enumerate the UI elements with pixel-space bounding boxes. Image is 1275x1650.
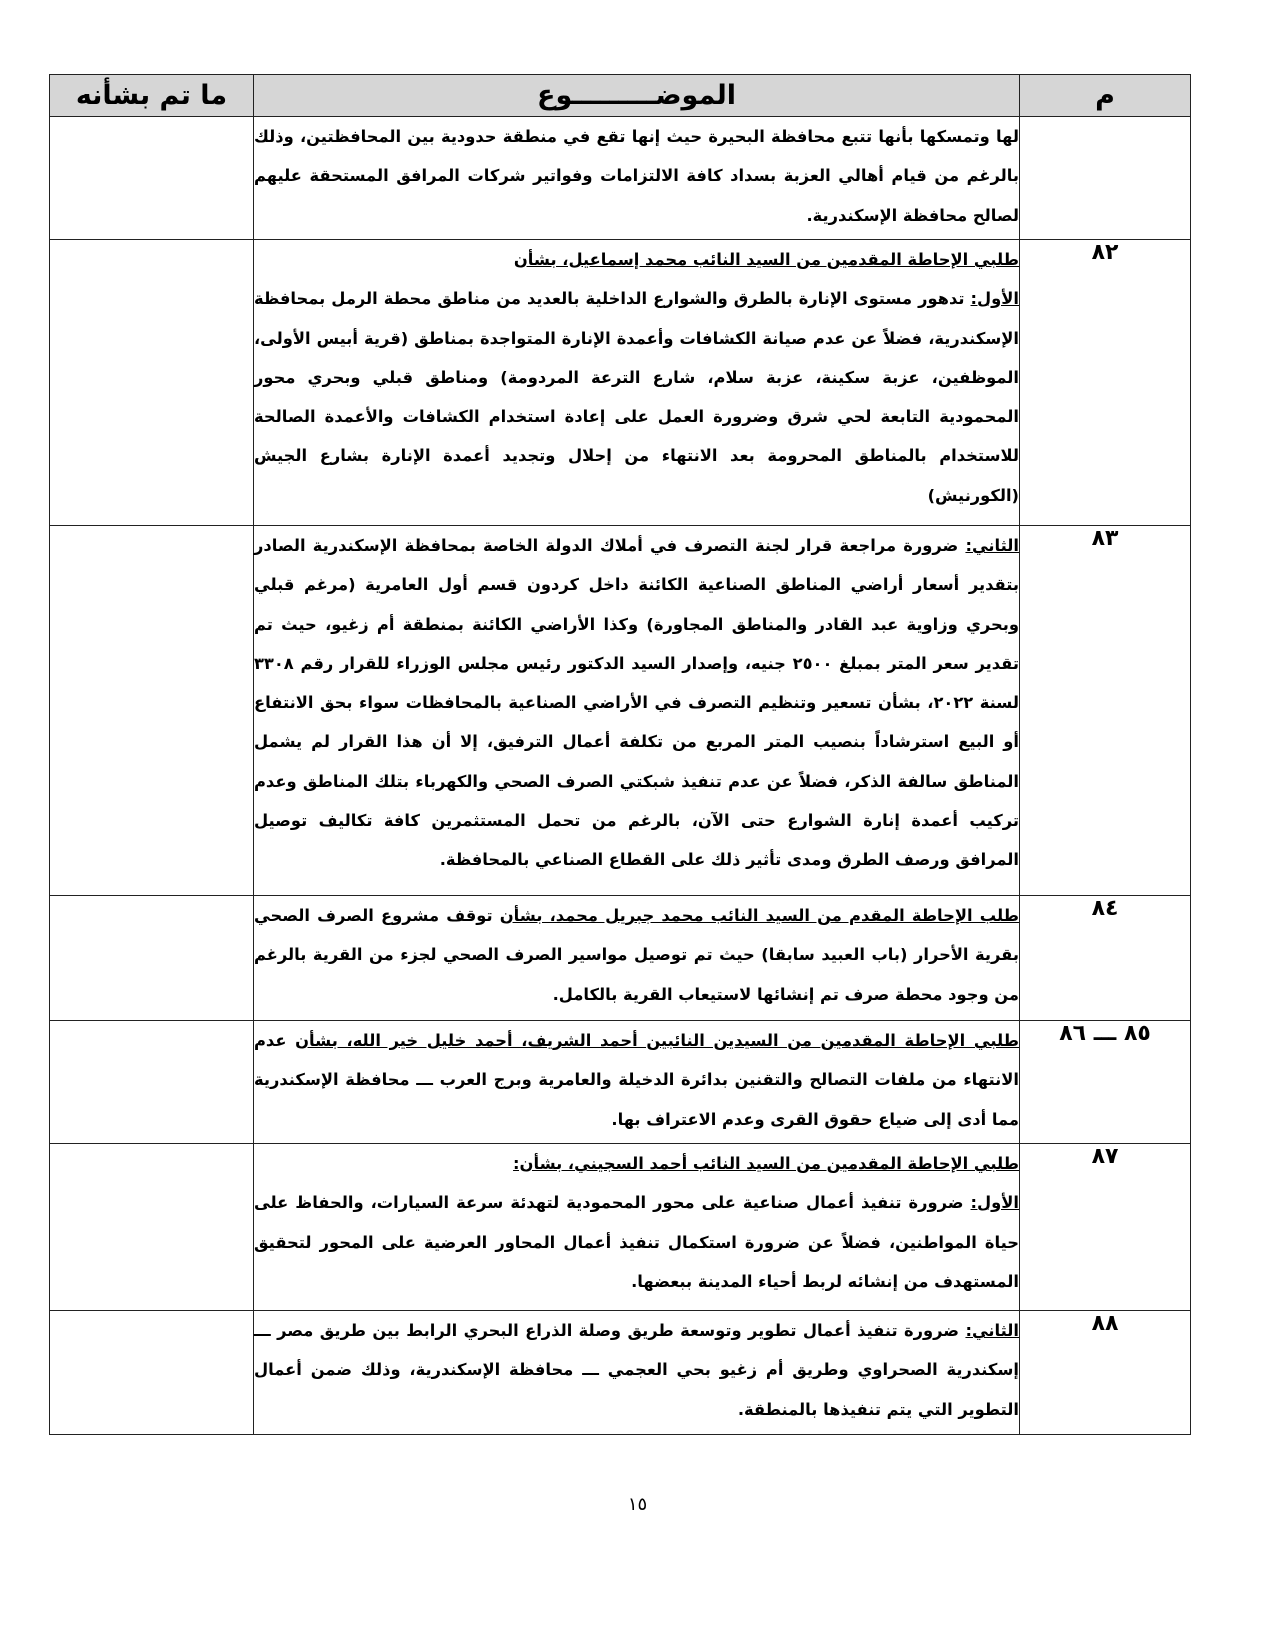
- row-subject: [254, 526, 1020, 896]
- agenda-table: [49, 74, 1191, 1435]
- row-action-cell: [50, 1311, 254, 1435]
- subject-paragraph: [254, 526, 1019, 880]
- row-subject: [254, 240, 1020, 526]
- paragraph-text: تدهور مستوى الإنارة بالطرق والشوارع الداخلية بالعديد من مناطق محطة الرمل بمحافظة الإسكندرية، فضلاً عن عدم صيانة الكشافات وأعمدة الإنارة المتواجدة بمناطق (قرية أبيس الأولى، الموظفين، عزبة سكينة، عزبة سلام، شارع الترعة المردومة) ومناطق قبلي وبحري محور المحمودية التابعة لحي شرق وضرورة العمل على إعادة استخدام الكشافات والأعمدة الصالحة للاستخدام بالمناطق المحرومة بعد الانتهاء من إحلال وتجديد أعمدة الإنارة بشارع الجيش (الكورنيش): [254, 289, 1019, 505]
- subject-paragraph: [254, 117, 1019, 235]
- row-action-cell: [50, 240, 254, 526]
- table-row: [50, 117, 1191, 240]
- row-action-cell: [50, 1021, 254, 1144]
- paragraph-text: ضرورة تنفيذ أعمال تطوير وتوسعة طريق وصلة الذراع البحري الرابط بين طريق مصر ـــ إسكندرية الصحراوي وطريق أم زغيو بحي العجمي ـــ محافظة الإسكندرية، وذلك ضمن أعمال التطوير التي يتم تنفيذها بالمنطقة.: [254, 1321, 1019, 1419]
- row-subject: [254, 1311, 1020, 1435]
- subject-paragraph: [254, 896, 1019, 1014]
- subject-paragraph: [254, 1311, 1019, 1429]
- subject-paragraph: [254, 240, 1019, 279]
- subject-paragraph: [254, 279, 1019, 515]
- header-subject: الموضـــــــــوع: [254, 75, 1020, 117]
- subject-paragraph: [254, 1021, 1019, 1139]
- paragraph-lead: طلبي الإحاطة المقدمين من السيد النائب محمد إسماعيل، بشأن: [513, 250, 1019, 269]
- table-row: [50, 1021, 1191, 1144]
- row-action-cell: [50, 117, 254, 240]
- paragraph-text: توقف مشروع الصرف الصحي بقرية الأحرار (باب العبيد سابقا) حيث تم توصيل مواسير الصرف الصحي لجزء من القرية بالرغم من وجود محطة صرف تم إنشائها لاستيعاب القرية بالكامل.: [254, 906, 1019, 1004]
- row-number: ٨٢: [1020, 240, 1191, 526]
- row-number: ٨٤: [1020, 896, 1191, 1021]
- row-action-cell: [50, 1144, 254, 1311]
- row-number: [1020, 117, 1191, 240]
- table-row: [50, 240, 1191, 526]
- paragraph-lead: طلب الإحاطة المقدم من السيد النائب محمد جبريل محمد، بشأن: [499, 906, 1019, 925]
- row-number: ٨٥ ـــ ٨٦: [1020, 1021, 1191, 1144]
- table-header-row: [50, 75, 1191, 117]
- row-number: ٨٧: [1020, 1144, 1191, 1311]
- row-action-cell: [50, 896, 254, 1021]
- paragraph-lead: الأول:: [970, 289, 1019, 309]
- paragraph-lead: الأول:: [970, 1193, 1019, 1213]
- paragraph-lead: الثاني:: [965, 536, 1019, 555]
- paragraph-text: ضرورة تنفيذ أعمال صناعية على محور المحمودية لتهدئة سرعة السيارات، والحفاظ على حياة المواطنين، فضلاً عن ضرورة استكمال تنفيذ أعمال المحاور العرضية على المحور لتحقيق المستهدف من إنشائه لربط أحياء المدينة ببعضها.: [254, 1193, 1019, 1291]
- paragraph-lead: طلبي الإحاطة المقدمين من السيد النائب أحمد السجيني، بشأن:: [513, 1154, 1019, 1173]
- subject-paragraph: [254, 1144, 1019, 1183]
- row-number: ٨٨: [1020, 1311, 1191, 1435]
- table-row: [50, 1144, 1191, 1311]
- header-number: م: [1020, 75, 1191, 117]
- row-subject: [254, 1021, 1020, 1144]
- paragraph-text: لها وتمسكها بأنها تتبع محافظة البحيرة حيث إنها تقع في منطقة حدودية بين المحافظتين، وذلك بالرغم من قيام أهالي العزبة بسداد كافة الالتزامات وفواتير شركات المرافق المستحقة عليهم لصالح محافظة الإسكندرية.: [254, 127, 1019, 225]
- row-subject: [254, 117, 1020, 240]
- paragraph-lead: طلبي الإحاطة المقدمين من السيدين النائبين أحمد الشريف، أحمد خليل خير الله، بشأن: [295, 1031, 1019, 1050]
- row-subject: [254, 896, 1020, 1021]
- paragraph-lead: الثاني:: [965, 1321, 1019, 1340]
- table-row: [50, 896, 1191, 1021]
- row-number: ٨٣: [1020, 526, 1191, 896]
- row-action-cell: [50, 526, 254, 896]
- table-row: [50, 1311, 1191, 1435]
- paragraph-text: عدم الانتهاء من ملفات التصالح والتقنين بدائرة الدخيلة والعامرية وبرج العرب ـــ محافظة الإسكندرية مما أدى إلى ضياع حقوق القرى وعدم الاعتراف بها.: [254, 1031, 1019, 1129]
- row-subject: [254, 1144, 1020, 1311]
- page-number: ١٥: [627, 1494, 648, 1515]
- header-action-taken: ما تم بشأنه: [50, 75, 254, 117]
- table-row: [50, 526, 1191, 896]
- subject-paragraph: [254, 1183, 1019, 1301]
- paragraph-text: ضرورة مراجعة قرار لجنة التصرف في أملاك الدولة الخاصة بمحافظة الإسكندرية الصادر بتقدير أسعار أراضي المناطق الصناعية الكائنة داخل كردون قسم أول العامرية (مرغم قبلي وبحري وزاوية عبد القادر والمناطق المجاورة) وكذا الأراضي الكائنة بمنطقة أم زغيو، حيث تم تقدير سعر المتر بمبلغ ٢٥٠٠ جنيه، وإصدار السيد الدكتور رئيس مجلس الوزراء للقرار رقم ٣٣٠٨ لسنة ٢٠٢٢، بشأن تسعير وتنظيم التصرف في الأراضي الصناعية بالمحافظات سواء بحق الانتفاع أو البيع استرشاداً بنصيب المتر المربع من تكلفة أعمال الترفيق، إلا أن هذا القرار لم يشمل المناطق سالفة الذكر، فضلاً عن عدم تنفيذ شبكتي الصرف الصحي والكهرباء بتلك المناطق وعدم تركيب أعمدة إنارة الشوارع حتى الآن، بالرغم من تحمل المستثمرين كافة تكاليف توصيل المرافق ورصف الطرق ومدى تأثير ذلك على القطاع الصناعي بالمحافظة.: [254, 536, 1019, 870]
